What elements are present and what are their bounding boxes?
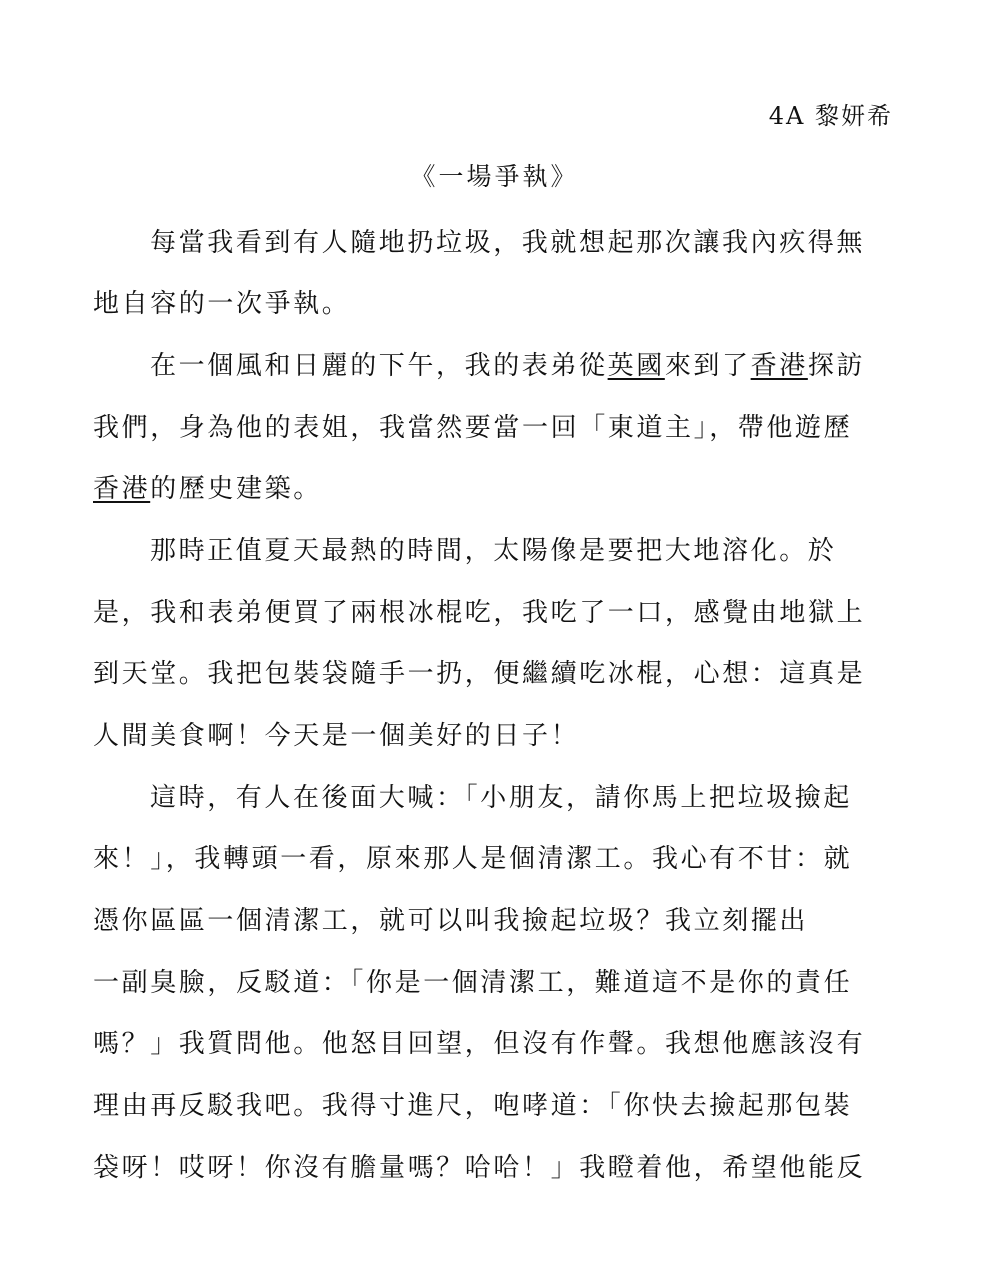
body-line xyxy=(93,283,350,320)
body-line xyxy=(93,1023,865,1060)
text-segment: 在一個風和日麗的下午，我的表弟從 xyxy=(150,351,608,381)
text-segment: 我們，身為他的表姐，我當然要當一回「東道主」，帶他遊歷 xyxy=(93,413,853,443)
text-segment: 那時正值夏天最熱的時間，太陽像是要把大地溶化。於 xyxy=(150,536,837,566)
text-segment: 一副臭臉，反駁道：「你是一個清潔工，難道這不是你的責任 xyxy=(93,968,853,998)
body-line xyxy=(150,530,836,567)
text-segment: 人間美食啊！今天是一個美好的日子！ xyxy=(93,721,580,751)
text-segment: 是，我和表弟便買了兩根冰棍吃，我吃了一口，感覺由地獄上 xyxy=(93,598,866,628)
text-segment: 袋呀！哎呀！你沒有膽量嗎？哈哈！」我瞪着他，希望他能反 xyxy=(93,1153,866,1183)
text-segment: 地自容的一次爭執。 xyxy=(93,289,351,319)
body-line xyxy=(93,592,865,629)
body-line xyxy=(93,1085,852,1122)
place-name-hongkong: 香港 xyxy=(750,351,808,381)
body-line xyxy=(93,962,852,999)
author-line: 4A 黎妍希 xyxy=(768,102,893,130)
essay-title: 《一場爭執》 xyxy=(410,162,579,191)
text-segment: 嗎？」我質問他。他怒目回望，但沒有作聲。我想他應該沒有 xyxy=(93,1029,866,1059)
body-line xyxy=(93,653,865,690)
text-segment: 來到了 xyxy=(664,351,751,381)
body-line xyxy=(93,715,579,752)
body-line xyxy=(150,222,865,259)
place-name-england: 英國 xyxy=(607,351,665,381)
body-line xyxy=(150,777,852,814)
text-segment: 每當我看到有人隨地扔垃圾，我就想起那次讓我內疚得無 xyxy=(150,228,866,258)
text-segment: 憑你區區一個清潔工，就可以叫我撿起垃圾？我立刻擺出 xyxy=(93,906,809,936)
text-segment: 的歷史建築。 xyxy=(150,474,322,504)
body-line xyxy=(93,468,322,505)
body-line xyxy=(150,345,865,382)
body-line xyxy=(93,1147,865,1184)
text-segment: 探訪 xyxy=(807,351,866,381)
text-segment: 這時，有人在後面大喊：「小朋友，請你馬上把垃圾撿起 xyxy=(150,783,853,813)
text-segment: 理由再反駁我吧。我得寸進尺，咆哮道：「你快去撿起那包裝 xyxy=(93,1091,853,1121)
body-line xyxy=(93,838,852,875)
body-line xyxy=(93,900,808,937)
text-segment: 到天堂。我把包裝袋隨手一扔，便繼續吃冰棍，心想：這真是 xyxy=(93,659,866,689)
text-segment: 來！」，我轉頭一看，原來那人是個清潔工。我心有不甘：就 xyxy=(93,844,853,874)
body-line xyxy=(93,407,852,444)
place-name-hongkong: 香港 xyxy=(93,474,151,504)
